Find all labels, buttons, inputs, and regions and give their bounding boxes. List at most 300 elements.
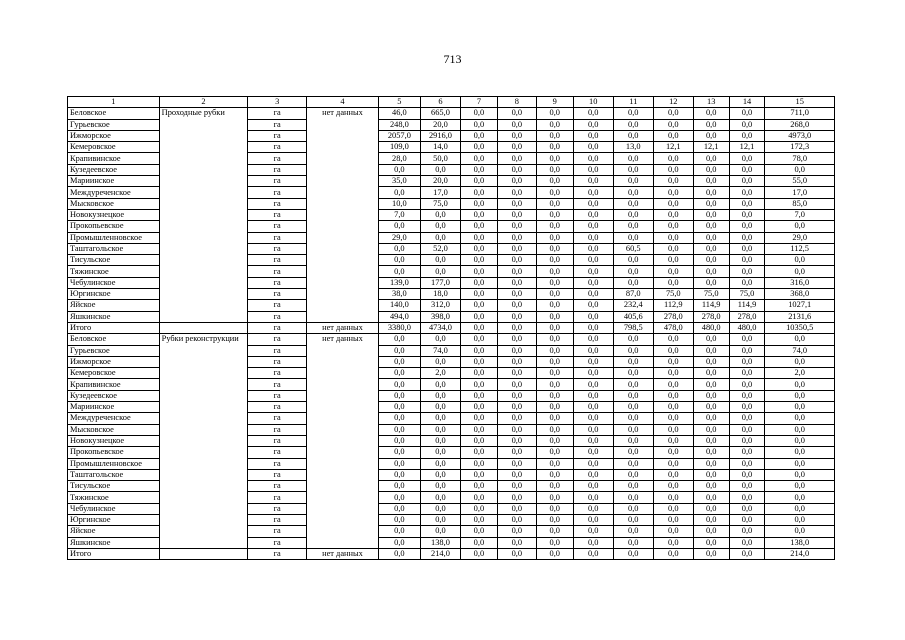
value-cell: 0,0	[573, 243, 613, 254]
value-cell: 0,0	[460, 492, 497, 503]
value-cell: 0,0	[497, 435, 536, 446]
value-cell: 0,0	[693, 447, 729, 458]
column-header: 12	[653, 97, 693, 108]
value-cell: 0,0	[613, 435, 653, 446]
value-cell: 0,0	[420, 503, 460, 514]
value-cell: 0,0	[497, 255, 536, 266]
value-cell: 0,0	[420, 402, 460, 413]
value-cell: 0,0	[653, 356, 693, 367]
value-cell: 0,0	[653, 176, 693, 187]
value-cell: 0,0	[536, 119, 573, 130]
value-cell: 75,0	[729, 289, 765, 300]
value-cell: 0,0	[765, 413, 835, 424]
value-cell: 0,0	[653, 514, 693, 525]
unit-cell: га	[248, 334, 307, 345]
value-cell: 0,0	[653, 243, 693, 254]
value-cell: 0,0	[693, 413, 729, 424]
value-cell: 0,0	[460, 356, 497, 367]
value-cell: 0,0	[765, 356, 835, 367]
value-cell: 38,0	[378, 289, 420, 300]
value-cell: 478,0	[653, 322, 693, 333]
value-cell: 0,0	[497, 243, 536, 254]
value-cell: 0,0	[765, 379, 835, 390]
unit-cell: га	[248, 232, 307, 243]
value-cell: 0,0	[497, 368, 536, 379]
value-cell: 0,0	[460, 300, 497, 311]
value-cell: 0,0	[729, 356, 765, 367]
value-cell: 0,0	[693, 164, 729, 175]
value-cell: 0,0	[497, 221, 536, 232]
value-cell: 0,0	[460, 469, 497, 480]
value-cell: 0,0	[536, 469, 573, 480]
value-cell: 0,0	[536, 435, 573, 446]
value-cell: 0,0	[765, 266, 835, 277]
value-cell: 0,0	[729, 221, 765, 232]
value-cell: 0,0	[536, 322, 573, 333]
value-cell: 0,0	[460, 277, 497, 288]
value-cell: 0,0	[460, 503, 497, 514]
unit-cell: га	[248, 142, 307, 153]
value-cell: 0,0	[613, 458, 653, 469]
value-cell: 0,0	[378, 469, 420, 480]
value-cell: 0,0	[460, 108, 497, 119]
value-cell: 17,0	[765, 187, 835, 198]
column-header: 1	[68, 97, 160, 108]
value-cell: 2057,0	[378, 130, 420, 141]
value-cell: 0,0	[378, 345, 420, 356]
value-cell: 0,0	[536, 356, 573, 367]
value-cell: 0,0	[378, 164, 420, 175]
district-name: Промышленновское	[68, 458, 160, 469]
value-cell: 0,0	[378, 379, 420, 390]
district-name: Яйское	[68, 526, 160, 537]
value-cell: 0,0	[573, 435, 613, 446]
district-name: Ижморское	[68, 130, 160, 141]
value-cell: 0,0	[536, 379, 573, 390]
value-cell: 0,0	[653, 209, 693, 220]
unit-cell: га	[248, 198, 307, 209]
value-cell: 248,0	[378, 119, 420, 130]
value-cell: 0,0	[536, 198, 573, 209]
value-cell: 12,1	[693, 142, 729, 153]
value-cell: 0,0	[573, 289, 613, 300]
unit-cell: га	[248, 176, 307, 187]
value-cell: 0,0	[573, 198, 613, 209]
value-cell: 0,0	[460, 424, 497, 435]
value-cell: 0,0	[653, 130, 693, 141]
unit-cell: га	[248, 469, 307, 480]
district-name: Яшкинское	[68, 537, 160, 548]
value-cell: 0,0	[653, 187, 693, 198]
value-cell: 0,0	[460, 176, 497, 187]
value-cell: 0,0	[460, 514, 497, 525]
value-cell: 0,0	[693, 537, 729, 548]
value-cell: 114,9	[729, 300, 765, 311]
unit-cell: га	[248, 164, 307, 175]
value-cell: 0,0	[613, 390, 653, 401]
value-cell: 0,0	[420, 435, 460, 446]
value-cell: 0,0	[765, 492, 835, 503]
value-cell: 0,0	[765, 221, 835, 232]
value-cell: 52,0	[420, 243, 460, 254]
value-cell: 0,0	[573, 424, 613, 435]
value-cell: 0,0	[573, 469, 613, 480]
district-name: Мариинское	[68, 402, 160, 413]
value-cell: 0,0	[613, 537, 653, 548]
unit-cell: га	[248, 255, 307, 266]
unit-cell: га	[248, 300, 307, 311]
value-cell: 0,0	[693, 469, 729, 480]
empty-cell	[159, 548, 248, 559]
unit-cell: га	[248, 435, 307, 446]
value-cell: 0,0	[536, 187, 573, 198]
value-cell: 2,0	[420, 368, 460, 379]
district-name: Мариинское	[68, 176, 160, 187]
value-cell: 0,0	[573, 221, 613, 232]
value-cell: 398,0	[420, 311, 460, 322]
value-cell: 0,0	[460, 413, 497, 424]
value-cell: 10350,5	[765, 322, 835, 333]
value-cell: 0,0	[573, 345, 613, 356]
value-cell: 0,0	[613, 469, 653, 480]
value-cell: 0,0	[420, 164, 460, 175]
value-cell: 0,0	[729, 187, 765, 198]
value-cell: 0,0	[497, 537, 536, 548]
value-cell: 0,0	[653, 119, 693, 130]
value-cell: 0,0	[729, 537, 765, 548]
value-cell: 0,0	[536, 243, 573, 254]
value-cell: 0,0	[536, 390, 573, 401]
district-name: Крапивинское	[68, 153, 160, 164]
value-cell: 0,0	[460, 548, 497, 559]
district-name: Междуреченское	[68, 413, 160, 424]
value-cell: 0,0	[573, 164, 613, 175]
value-cell: 0,0	[693, 548, 729, 559]
value-cell: 0,0	[693, 435, 729, 446]
value-cell: 0,0	[497, 356, 536, 367]
value-cell: 0,0	[573, 492, 613, 503]
value-cell: 0,0	[497, 503, 536, 514]
value-cell: 0,0	[536, 548, 573, 559]
value-cell: 0,0	[460, 198, 497, 209]
value-cell: 0,0	[765, 435, 835, 446]
value-cell: 0,0	[536, 300, 573, 311]
value-cell: 12,1	[729, 142, 765, 153]
unit-cell: га	[248, 266, 307, 277]
value-cell: 0,0	[765, 447, 835, 458]
column-header: 8	[497, 97, 536, 108]
value-cell: 87,0	[613, 289, 653, 300]
value-cell: 0,0	[693, 255, 729, 266]
value-cell: 0,0	[613, 379, 653, 390]
value-cell: 0,0	[420, 514, 460, 525]
column-number-row	[68, 97, 835, 108]
value-cell: 28,0	[378, 153, 420, 164]
district-name: Гурьевское	[68, 345, 160, 356]
unit-cell: га	[248, 356, 307, 367]
value-cell: 0,0	[653, 334, 693, 345]
value-cell: 0,0	[573, 413, 613, 424]
value-cell: 0,0	[497, 108, 536, 119]
value-cell: 0,0	[613, 187, 653, 198]
value-cell: 0,0	[536, 345, 573, 356]
value-cell: 0,0	[420, 209, 460, 220]
value-cell: 0,0	[653, 458, 693, 469]
value-cell: 0,0	[573, 503, 613, 514]
value-cell: 14,0	[420, 142, 460, 153]
value-cell: 0,0	[653, 108, 693, 119]
unit-cell: га	[248, 413, 307, 424]
value-cell: 0,0	[653, 164, 693, 175]
unit-cell: га	[248, 345, 307, 356]
value-cell: 0,0	[613, 176, 653, 187]
page-number: 713	[443, 52, 462, 66]
value-cell: 0,0	[497, 130, 536, 141]
column-header: 7	[460, 97, 497, 108]
value-cell: 0,0	[497, 514, 536, 525]
value-cell: 0,0	[536, 142, 573, 153]
value-cell: 0,0	[653, 266, 693, 277]
value-cell: 0,0	[653, 548, 693, 559]
district-name: Мысковское	[68, 198, 160, 209]
value-cell: 0,0	[420, 334, 460, 345]
value-cell: 0,0	[765, 458, 835, 469]
value-cell: 35,0	[378, 176, 420, 187]
value-cell: 0,0	[573, 379, 613, 390]
unit-cell: га	[248, 187, 307, 198]
value-cell: 0,0	[693, 130, 729, 141]
value-cell: 0,0	[420, 266, 460, 277]
table-row	[68, 334, 835, 345]
column-header: 5	[378, 97, 420, 108]
value-cell: 0,0	[693, 266, 729, 277]
value-cell: 0,0	[613, 345, 653, 356]
value-cell: 0,0	[573, 300, 613, 311]
value-cell: 665,0	[420, 108, 460, 119]
value-cell: 0,0	[536, 424, 573, 435]
unit-cell: га	[248, 447, 307, 458]
value-cell: 0,0	[613, 130, 653, 141]
value-cell: 0,0	[693, 221, 729, 232]
value-cell: 0,0	[653, 469, 693, 480]
total-row	[68, 322, 835, 333]
value-cell: 312,0	[420, 300, 460, 311]
value-cell: 0,0	[573, 255, 613, 266]
value-cell: 0,0	[729, 345, 765, 356]
note-cell: нет данных	[307, 322, 379, 333]
value-cell: 0,0	[536, 209, 573, 220]
value-cell: 109,0	[378, 142, 420, 153]
value-cell: 0,0	[460, 435, 497, 446]
value-cell: 0,0	[693, 119, 729, 130]
value-cell: 0,0	[729, 243, 765, 254]
value-cell: 0,0	[420, 390, 460, 401]
value-cell: 0,0	[497, 198, 536, 209]
value-cell: 214,0	[420, 548, 460, 559]
value-cell: 0,0	[536, 277, 573, 288]
value-cell: 0,0	[420, 221, 460, 232]
value-cell: 74,0	[765, 345, 835, 356]
district-name: Прокопьевское	[68, 221, 160, 232]
value-cell: 0,0	[765, 503, 835, 514]
district-name: Чебулинское	[68, 503, 160, 514]
unit-cell: га	[248, 221, 307, 232]
value-cell: 0,0	[573, 322, 613, 333]
value-cell: 0,0	[536, 130, 573, 141]
value-cell: 0,0	[378, 255, 420, 266]
value-cell: 0,0	[729, 277, 765, 288]
value-cell: 0,0	[765, 164, 835, 175]
value-cell: 0,0	[460, 164, 497, 175]
value-cell: 0,0	[460, 119, 497, 130]
unit-cell: га	[248, 243, 307, 254]
value-cell: 0,0	[653, 492, 693, 503]
value-cell: 0,0	[729, 130, 765, 141]
value-cell: 0,0	[613, 402, 653, 413]
value-cell: 0,0	[497, 153, 536, 164]
value-cell: 0,0	[653, 413, 693, 424]
value-cell: 0,0	[420, 424, 460, 435]
value-cell: 0,0	[653, 379, 693, 390]
district-name: Беловское	[68, 108, 160, 119]
value-cell: 0,0	[573, 481, 613, 492]
value-cell: 0,0	[765, 255, 835, 266]
value-cell: 0,0	[497, 289, 536, 300]
district-name: Новокузнецкое	[68, 209, 160, 220]
district-name: Кузедеевское	[68, 390, 160, 401]
value-cell: 0,0	[613, 492, 653, 503]
value-cell: 0,0	[460, 379, 497, 390]
value-cell: 0,0	[765, 526, 835, 537]
value-cell: 0,0	[573, 209, 613, 220]
value-cell: 0,0	[729, 164, 765, 175]
value-cell: 0,0	[693, 526, 729, 537]
total-label: Итого	[68, 322, 160, 333]
value-cell: 0,0	[765, 514, 835, 525]
district-name: Яшкинское	[68, 311, 160, 322]
value-cell: 0,0	[693, 187, 729, 198]
value-cell: 0,0	[729, 390, 765, 401]
value-cell: 0,0	[693, 402, 729, 413]
value-cell: 0,0	[460, 221, 497, 232]
value-cell: 0,0	[613, 209, 653, 220]
value-cell: 0,0	[497, 164, 536, 175]
value-cell: 0,0	[497, 458, 536, 469]
district-name: Юргинское	[68, 514, 160, 525]
value-cell: 0,0	[378, 187, 420, 198]
unit-cell: га	[248, 537, 307, 548]
unit-cell: га	[248, 481, 307, 492]
value-cell: 0,0	[378, 266, 420, 277]
value-cell: 0,0	[497, 176, 536, 187]
district-name: Кемеровское	[68, 142, 160, 153]
value-cell: 0,0	[729, 368, 765, 379]
value-cell: 0,0	[536, 164, 573, 175]
value-cell: 0,0	[613, 108, 653, 119]
value-cell: 0,0	[613, 514, 653, 525]
district-name: Чебулинское	[68, 277, 160, 288]
value-cell: 268,0	[765, 119, 835, 130]
value-cell: 0,0	[729, 153, 765, 164]
value-cell: 138,0	[765, 537, 835, 548]
value-cell: 0,0	[729, 176, 765, 187]
value-cell: 0,0	[536, 232, 573, 243]
value-cell: 0,0	[613, 198, 653, 209]
value-cell: 2916,0	[420, 130, 460, 141]
column-header: 6	[420, 97, 460, 108]
district-name: Кузедеевское	[68, 164, 160, 175]
value-cell: 0,0	[460, 255, 497, 266]
value-cell: 0,0	[613, 356, 653, 367]
data-table	[67, 96, 835, 560]
value-cell: 0,0	[460, 289, 497, 300]
value-cell: 75,0	[420, 198, 460, 209]
value-cell: 13,0	[613, 142, 653, 153]
value-cell: 0,0	[693, 198, 729, 209]
district-name: Гурьевское	[68, 119, 160, 130]
value-cell: 0,0	[613, 153, 653, 164]
value-cell: 0,0	[497, 469, 536, 480]
value-cell: 0,0	[693, 503, 729, 514]
value-cell: 7,0	[765, 209, 835, 220]
value-cell: 0,0	[729, 481, 765, 492]
value-cell: 0,0	[693, 492, 729, 503]
value-cell: 0,0	[420, 469, 460, 480]
value-cell: 0,0	[729, 413, 765, 424]
column-header: 14	[729, 97, 765, 108]
value-cell: 0,0	[420, 232, 460, 243]
value-cell: 0,0	[693, 345, 729, 356]
value-cell: 29,0	[378, 232, 420, 243]
value-cell: 0,0	[378, 435, 420, 446]
column-header: 11	[613, 97, 653, 108]
value-cell: 0,0	[573, 119, 613, 130]
unit-cell: га	[248, 379, 307, 390]
value-cell: 0,0	[420, 492, 460, 503]
unit-cell: га	[248, 130, 307, 141]
column-header: 10	[573, 97, 613, 108]
value-cell: 0,0	[460, 232, 497, 243]
value-cell: 0,0	[613, 413, 653, 424]
value-cell: 0,0	[378, 526, 420, 537]
value-cell: 0,0	[573, 232, 613, 243]
value-cell: 0,0	[420, 447, 460, 458]
value-cell: 368,0	[765, 289, 835, 300]
value-cell: 0,0	[613, 277, 653, 288]
column-header: 3	[248, 97, 307, 108]
value-cell: 0,0	[536, 402, 573, 413]
value-cell: 0,0	[653, 435, 693, 446]
value-cell: 0,0	[693, 424, 729, 435]
value-cell: 0,0	[729, 108, 765, 119]
value-cell: 0,0	[653, 503, 693, 514]
unit-cell: га	[248, 368, 307, 379]
district-name: Тяжинское	[68, 266, 160, 277]
value-cell: 0,0	[497, 334, 536, 345]
value-cell: 0,0	[573, 390, 613, 401]
value-cell: 0,0	[653, 255, 693, 266]
value-cell: 0,0	[460, 526, 497, 537]
unit-cell: га	[248, 108, 307, 119]
value-cell: 0,0	[536, 481, 573, 492]
value-cell: 494,0	[378, 311, 420, 322]
value-cell: 0,0	[420, 379, 460, 390]
district-name: Кемеровское	[68, 368, 160, 379]
value-cell: 0,0	[378, 503, 420, 514]
value-cell: 4973,0	[765, 130, 835, 141]
value-cell: 0,0	[497, 447, 536, 458]
value-cell: 0,0	[729, 119, 765, 130]
